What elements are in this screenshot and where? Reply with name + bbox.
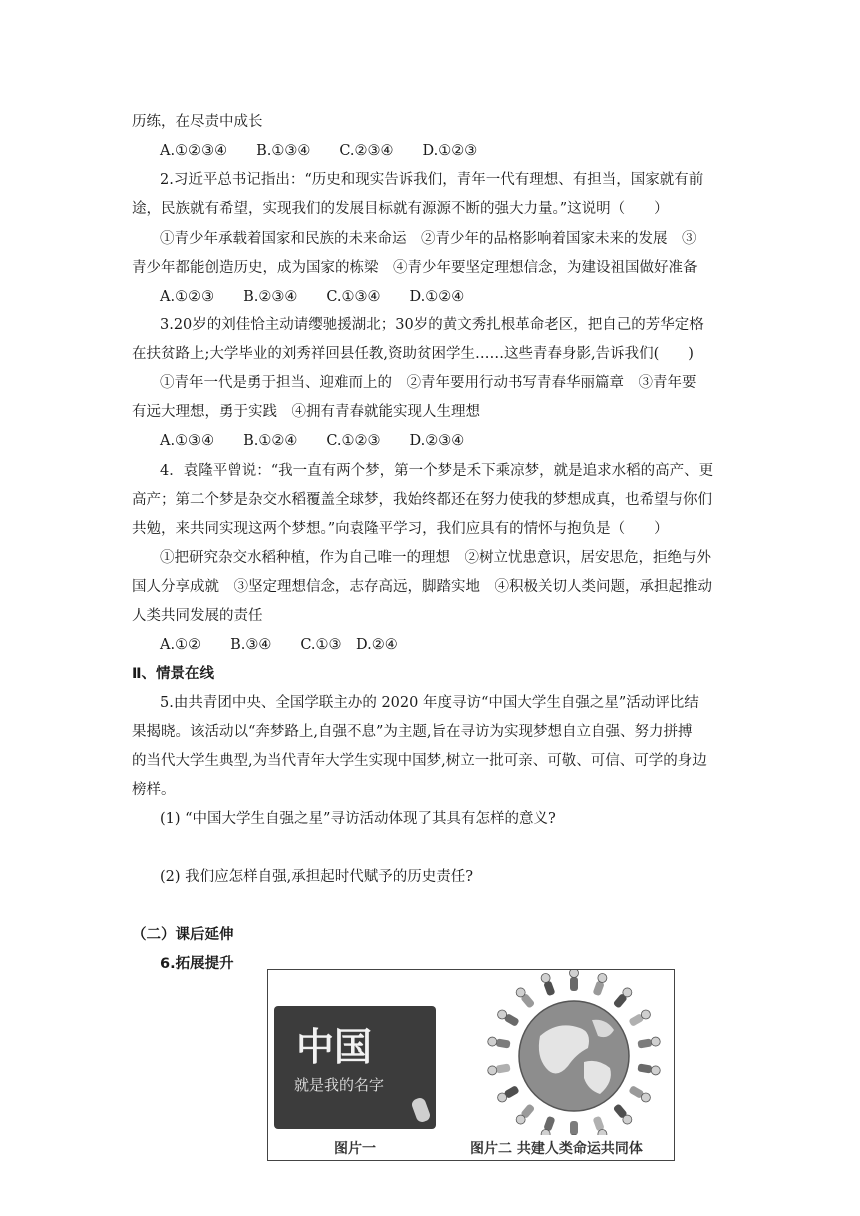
person-head bbox=[488, 1037, 497, 1046]
person-head bbox=[641, 1010, 650, 1019]
person-head bbox=[516, 1115, 525, 1124]
chalkboard-image bbox=[274, 1006, 436, 1129]
question-3: 3.20岁的刘佳恰主动请缨驰援湖北；30岁的黄文秀扎根革命老区，把自己的芳华定格 bbox=[160, 317, 704, 333]
board-title: 中国 bbox=[295, 1025, 372, 1069]
person-head bbox=[541, 974, 550, 983]
person-head bbox=[570, 1135, 579, 1136]
person-head bbox=[598, 974, 607, 983]
person-head bbox=[651, 1037, 660, 1046]
person-head bbox=[641, 1093, 650, 1102]
person-head bbox=[570, 970, 579, 978]
person-figure bbox=[496, 1038, 511, 1048]
person-head bbox=[598, 1129, 607, 1135]
section-heading: Ⅱ、情景在线 bbox=[132, 666, 215, 682]
sub-question-2: (2) 我们应怎样自强,承担起时代赋予的历史责任? bbox=[160, 869, 474, 885]
person-head bbox=[623, 988, 632, 997]
text-line: 途，民族就有希望，实现我们的发展目标就有源源不断的强大力量。”这说明（ ） bbox=[132, 201, 669, 217]
section-heading-2: （二）课后延伸 bbox=[132, 927, 234, 943]
person-figure bbox=[496, 1063, 511, 1073]
question-4: 4．袁隆平曾说：“我一直有两个梦，第一个梦是禾下乘凉梦，就是追求水稻的高产、更 bbox=[160, 463, 714, 479]
text-line: 历练，在尽责中成长 bbox=[132, 114, 263, 130]
person-head bbox=[498, 1010, 507, 1019]
person-head bbox=[623, 1115, 632, 1124]
board-subtitle: 就是我的名字 bbox=[293, 1076, 384, 1094]
text-line: 青少年都能创造历史，成为国家的栋梁 ④青少年要坚定理想信念，为建设祖国做好准备 bbox=[132, 260, 698, 276]
question-2: 2.习近平总书记指出：“历史和现实告诉我们，青年一代有理想、有担当，国家就有前 bbox=[160, 172, 704, 188]
figure-caption-2: 图片二 共建人类命运共同体 bbox=[470, 1141, 643, 1157]
person-figure bbox=[637, 1063, 652, 1073]
options-q2: A.①②③ B.②③④ C.①③④ D.①②④ bbox=[160, 289, 465, 305]
person-figure bbox=[570, 1121, 578, 1135]
sub-question-1: (1) “中国大学生自强之星”寻访活动体现了其具有怎样的意义? bbox=[160, 811, 556, 827]
text-line: 在扶贫路上;大学毕业的刘秀祥回县任教,资助贫困学生……这些青春身影,告诉我们( ) bbox=[132, 346, 694, 362]
text-line: 榜样。 bbox=[132, 782, 176, 798]
question-5: 5.由共青团中央、全国学联主办的 2020 年度寻访“中国大学生自强之星”活动评比结 bbox=[160, 695, 699, 711]
text-line: 果揭晓。该活动以“奔梦路上,自强不息”为主题,旨在寻访为实现梦想自立自强、努力拼搏 bbox=[132, 724, 693, 740]
text-line: 的当代大学生典型,为当代青年大学生实现中国梦,树立一批可亲、可敬、可信、可学的身边 bbox=[132, 753, 707, 769]
figure-caption-1: 图片一 bbox=[334, 1141, 376, 1157]
person-head bbox=[651, 1066, 660, 1075]
text-line: 高产；第二个梦是杂交水稻覆盖全球梦，我始终都还在努力使我的梦想成真，也希望与你们 bbox=[132, 492, 712, 508]
statements-q3: ①青年一代是勇于担当、迎难而上的 ②青年要用行动书写青春华丽篇章 ③青年要 bbox=[160, 375, 697, 391]
options-q4: A.①② B.③④ C.①③ D.②④ bbox=[160, 637, 398, 653]
person-figure bbox=[637, 1038, 652, 1048]
figure-panel bbox=[267, 969, 675, 1161]
text-line: 人类共同发展的责任 bbox=[132, 608, 263, 624]
options-q1: A.①②③④ B.①③④ C.②③④ D.①②③ bbox=[160, 143, 478, 159]
question-6: 6.拓展提升 bbox=[160, 956, 234, 972]
person-head bbox=[498, 1093, 507, 1102]
statements-q4: ①把研究杂交水稻种植，作为自己唯一的理想 ②树立忧患意识，居安思危，拒绝与外 bbox=[160, 550, 711, 566]
text-line: 国人分享成就 ③坚定理想信念，志存高远，脚踏实地 ④积极关切人类问题，承担起推动 bbox=[132, 579, 712, 595]
globe-people-image bbox=[480, 970, 668, 1135]
person-head bbox=[516, 988, 525, 997]
statements-q2: ①青少年承载着国家和民族的未来命运 ②青少年的品格影响着国家未来的发展 ③ bbox=[160, 231, 697, 247]
person-head bbox=[488, 1066, 497, 1075]
text-line: 有远大理想，勇于实践 ④拥有青春就能实现人生理想 bbox=[132, 404, 480, 420]
chalk-icon bbox=[410, 1096, 431, 1123]
text-line: 共勉，来共同实现这两个梦想。”向袁隆平学习，我们应具有的情怀与抱负是（ ） bbox=[132, 521, 669, 537]
options-q3: A.①③④ B.①②④ C.①②③ D.②③④ bbox=[160, 433, 465, 449]
person-head bbox=[541, 1129, 550, 1135]
person-figure bbox=[570, 977, 578, 991]
